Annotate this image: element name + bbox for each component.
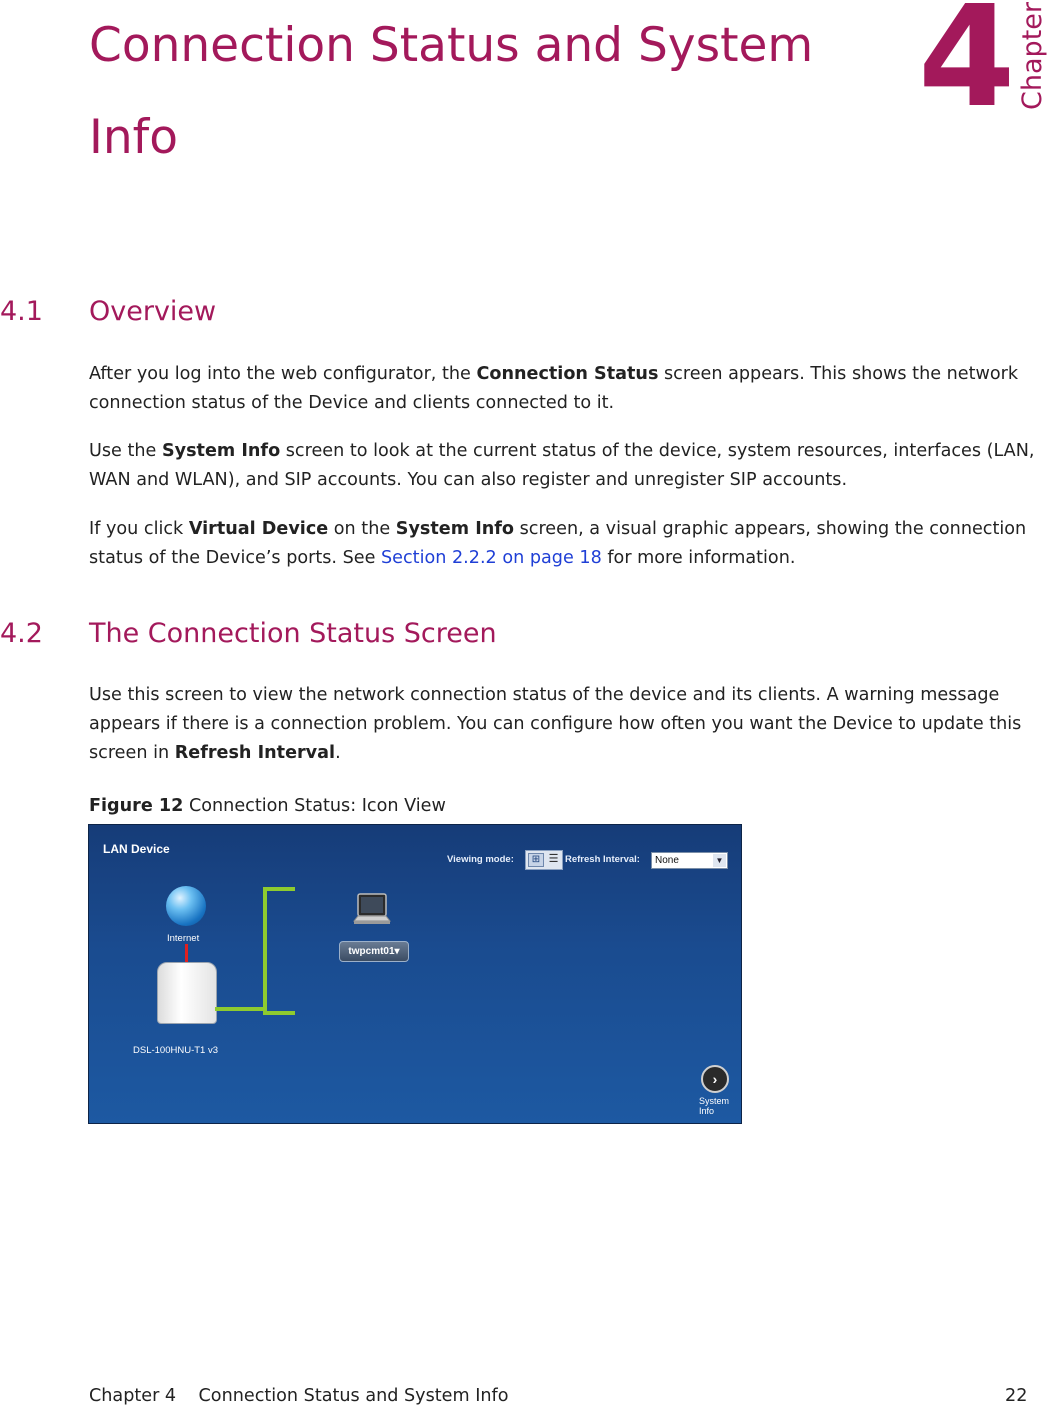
router-label: DSL-100HNU-T1 v3 [133, 1045, 218, 1056]
dropdown-arrow-icon: ▾ [394, 946, 400, 957]
section-number: 4.1 [0, 296, 43, 327]
footer-chapter [89, 1386, 509, 1406]
lan-device-title: LAN Device [103, 842, 170, 856]
router-icon[interactable] [157, 962, 217, 1024]
footer-chapter-title: Connection Status and System Info [198, 1386, 509, 1406]
figure-label: Figure 12 [89, 796, 184, 816]
text: for more information. [601, 548, 796, 568]
bold-term: Connection Status [476, 364, 659, 384]
page-number: 22 [1005, 1386, 1028, 1406]
overview-paragraph-1 [89, 360, 1051, 418]
text: Use this screen to view the network connection status of the device and its clients. A warning message appears if there is a connection problem. You can configure how often you want the Device to update this screen in [89, 685, 1022, 763]
list-view-icon[interactable]: ☰ [548, 853, 559, 865]
text: Use the [89, 441, 162, 461]
chapter-word-container [1013, 2, 1053, 114]
bold-term: Refresh Interval [174, 743, 336, 763]
bold-term: System Info [161, 441, 281, 461]
text: If you click [89, 519, 189, 539]
section-title: The Connection Status Screen [89, 618, 497, 649]
lan-bus-bottom [263, 1011, 295, 1015]
section-number: 4.2 [0, 618, 43, 649]
chapter-number: 4 [918, 0, 1016, 139]
figure-caption-text: Connection Status: Icon View [183, 796, 446, 816]
host-name-label: twpcmt01 [348, 946, 395, 957]
refresh-interval-value: None [655, 855, 679, 866]
lan-bus-line [263, 887, 267, 1013]
laptop-icon[interactable] [353, 891, 391, 929]
refresh-interval-label: Refresh Interval: [565, 854, 640, 865]
icon-view-icon[interactable]: ⊞ [528, 853, 544, 867]
viewing-mode-label: Viewing mode: [447, 854, 514, 865]
figure-caption [89, 796, 446, 816]
section-title: Overview [89, 296, 217, 327]
text: screen appears. This shows the network connection status of the Device and clients connected to it. [89, 364, 1019, 413]
viewing-mode-toggle[interactable] [525, 850, 563, 870]
text: screen, a visual graphic appears, showing the connection status of the Device’s ports. See [89, 519, 1027, 568]
chapter-title: Connection Status and System Info [89, 18, 814, 165]
connection-status-screenshot [88, 824, 742, 1124]
bold-term: Virtual Device [188, 519, 329, 539]
wan-link-line [185, 944, 188, 964]
host-name-button[interactable] [339, 941, 409, 962]
overview-paragraph-2 [89, 437, 1051, 495]
lan-link-line [215, 1007, 265, 1011]
connection-status-paragraph [89, 681, 1051, 768]
text: . [335, 743, 341, 763]
text: screen to look at the current status of the device, system resources, interfaces (LAN, WAN and WLAN), and SIP accounts. You can also register and unregister SIP accounts. [89, 441, 1035, 490]
system-info-label[interactable]: System Info [699, 1096, 730, 1116]
overview-paragraph-3 [89, 515, 1051, 573]
chevron-down-icon[interactable]: ▼ [713, 854, 726, 867]
section-link[interactable]: Section 2.2.2 on page 18 [381, 548, 602, 568]
system-info-arrow-icon[interactable]: › [701, 1065, 729, 1093]
text: After you log into the web configurator, the [89, 364, 477, 384]
footer-chapter-number: Chapter 4 [89, 1386, 177, 1406]
chapter-word: Chapter [1017, 2, 1048, 110]
bold-term: System Info [395, 519, 515, 539]
internet-globe-icon[interactable] [166, 886, 206, 926]
internet-label: Internet [167, 933, 200, 944]
lan-bus-top [263, 887, 295, 891]
refresh-interval-select[interactable] [651, 852, 728, 869]
text: on the [328, 519, 396, 539]
